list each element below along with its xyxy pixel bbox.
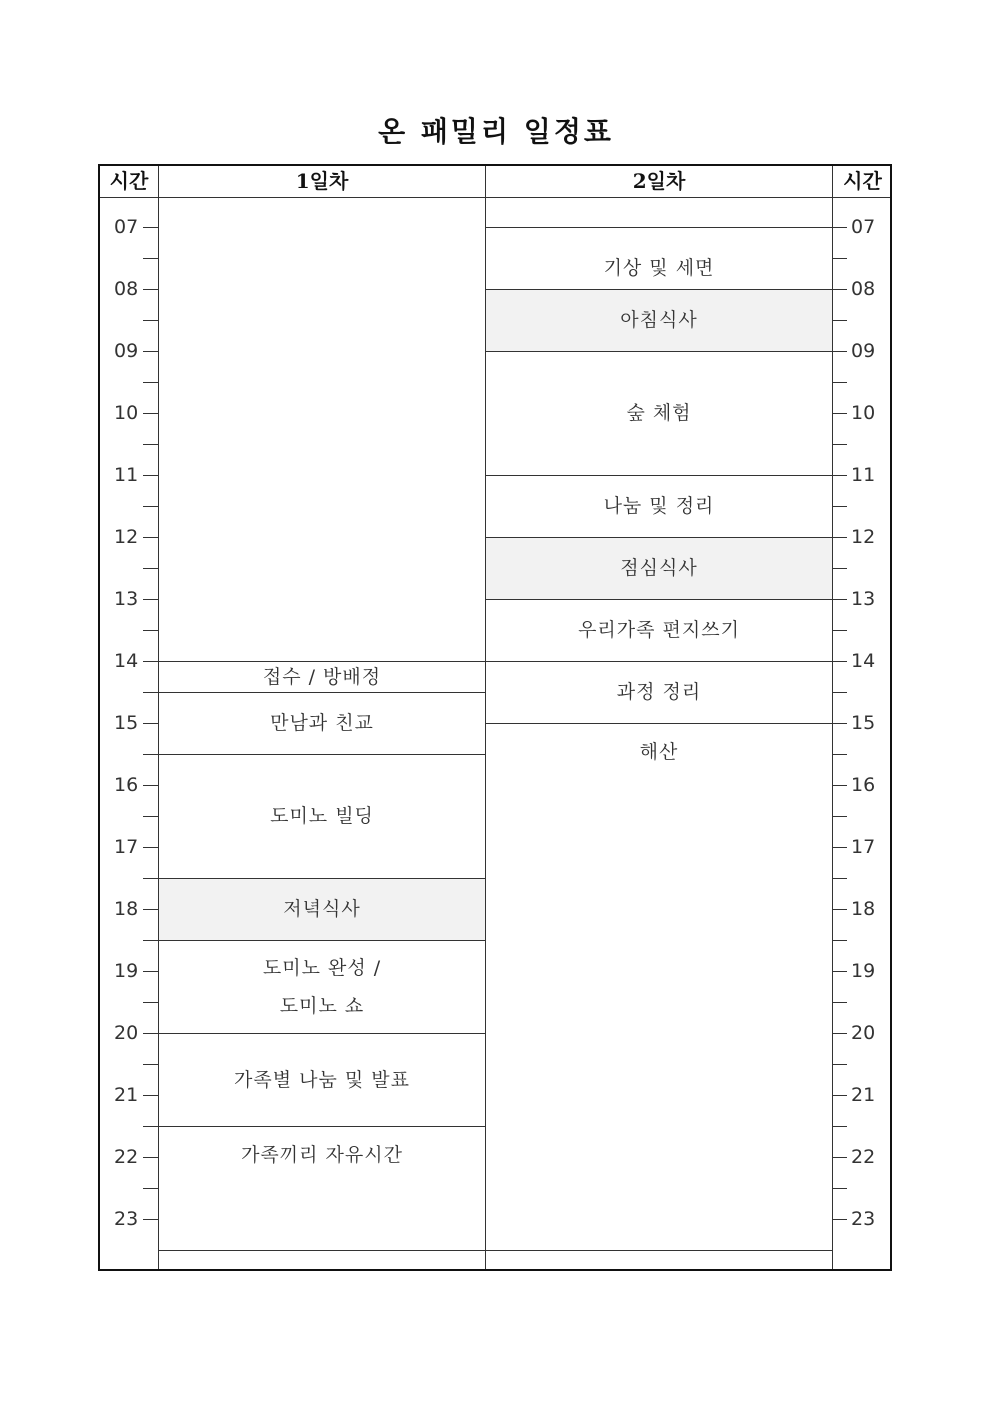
hour-tick-right bbox=[833, 723, 847, 724]
event-label: 우리가족 편지쓰기 bbox=[578, 619, 740, 641]
event-label: 가족별 나눔 및 발표 bbox=[234, 1068, 410, 1091]
day2-event bbox=[486, 599, 832, 661]
hour-tick-right bbox=[833, 537, 847, 538]
hour-label-right: 16 bbox=[851, 774, 876, 796]
hour-tick-left bbox=[143, 909, 158, 910]
hour-label-left: 19 bbox=[114, 960, 139, 982]
half-hour-tick-right bbox=[833, 444, 847, 445]
half-hour-tick-left bbox=[143, 1126, 158, 1127]
event-separator bbox=[159, 1126, 485, 1127]
day1-event bbox=[159, 1126, 485, 1250]
half-hour-tick-right bbox=[833, 754, 847, 755]
event-separator bbox=[486, 537, 832, 538]
half-hour-tick-right bbox=[833, 940, 847, 941]
hour-label-left: 15 bbox=[114, 712, 139, 734]
event-label: 점심식사 bbox=[620, 557, 698, 579]
hour-label-right: 18 bbox=[851, 898, 876, 920]
hour-label-left: 08 bbox=[114, 278, 139, 300]
event-label: 접수 / 방배정 bbox=[262, 665, 382, 688]
event-label: 해산 bbox=[639, 741, 679, 763]
event-label: 만남과 친교 bbox=[270, 712, 374, 734]
hour-label-left: 14 bbox=[114, 650, 139, 672]
half-hour-tick-right bbox=[833, 692, 847, 693]
hour-tick-left bbox=[143, 785, 158, 786]
half-hour-tick-left bbox=[143, 878, 158, 879]
half-hour-tick-right bbox=[833, 1188, 847, 1189]
hour-label-right: 13 bbox=[851, 588, 876, 610]
event-separator bbox=[486, 723, 832, 724]
hour-label-right: 23 bbox=[851, 1208, 876, 1230]
event-separator bbox=[486, 1250, 832, 1251]
half-hour-tick-right bbox=[833, 1064, 847, 1065]
event-separator bbox=[486, 599, 832, 600]
half-hour-tick-left bbox=[143, 630, 158, 631]
hour-label-right: 15 bbox=[851, 712, 876, 734]
event-label: 아침식사 bbox=[620, 309, 698, 331]
hour-label-left: 21 bbox=[114, 1084, 139, 1106]
half-hour-tick-right bbox=[833, 878, 847, 879]
event-separator bbox=[159, 878, 485, 879]
day1-event bbox=[159, 878, 485, 940]
hour-tick-right bbox=[833, 1157, 847, 1158]
hour-tick-right bbox=[833, 785, 847, 786]
half-hour-tick-right bbox=[833, 320, 847, 321]
hour-label-right: 11 bbox=[851, 464, 876, 486]
day1-event bbox=[159, 1033, 485, 1126]
hour-tick-right bbox=[833, 847, 847, 848]
hour-tick-left bbox=[143, 723, 158, 724]
hour-label-right: 20 bbox=[851, 1022, 876, 1044]
hour-tick-right bbox=[833, 413, 847, 414]
half-hour-tick-right bbox=[833, 816, 847, 817]
hour-tick-left bbox=[143, 351, 158, 352]
half-hour-tick-left bbox=[143, 754, 158, 755]
header-day1: 1일차 bbox=[295, 169, 349, 193]
event-label: 숲 체험 bbox=[626, 402, 692, 424]
hour-label-right: 08 bbox=[851, 278, 876, 300]
hour-label-left: 18 bbox=[114, 898, 139, 920]
hour-tick-right bbox=[833, 971, 847, 972]
hour-tick-right bbox=[833, 351, 847, 352]
event-separator bbox=[486, 289, 832, 290]
hour-label-left: 10 bbox=[114, 402, 139, 424]
hour-label-right: 09 bbox=[851, 340, 876, 362]
day1-event bbox=[159, 692, 485, 754]
half-hour-tick-left bbox=[143, 1064, 158, 1065]
hour-label-right: 10 bbox=[851, 402, 876, 424]
hour-label-right: 22 bbox=[851, 1146, 876, 1168]
header-divider bbox=[100, 197, 890, 198]
day2-event bbox=[486, 475, 832, 537]
half-hour-tick-left bbox=[143, 320, 158, 321]
event-label: 가족끼리 자유시간 bbox=[241, 1144, 403, 1166]
day1-event bbox=[159, 661, 485, 692]
hour-label-right: 14 bbox=[851, 650, 876, 672]
half-hour-tick-left bbox=[143, 258, 158, 259]
half-hour-tick-right bbox=[833, 1126, 847, 1127]
hour-label-left: 22 bbox=[114, 1146, 139, 1168]
event-label: 과정 정리 bbox=[616, 681, 702, 703]
hour-tick-right bbox=[833, 475, 847, 476]
hour-tick-left bbox=[143, 537, 158, 538]
hour-tick-left bbox=[143, 971, 158, 972]
hour-label-left: 23 bbox=[114, 1208, 139, 1230]
hour-label-left: 13 bbox=[114, 588, 139, 610]
half-hour-tick-left bbox=[143, 506, 158, 507]
event-separator bbox=[159, 1250, 485, 1251]
event-separator bbox=[486, 661, 832, 662]
hour-label-right: 17 bbox=[851, 836, 876, 858]
hour-tick-left bbox=[143, 1157, 158, 1158]
hour-label-left: 12 bbox=[114, 526, 139, 548]
day1-event bbox=[159, 754, 485, 878]
header-day2: 2일차 bbox=[632, 169, 686, 193]
hour-tick-right bbox=[833, 227, 847, 228]
day2-event bbox=[486, 537, 832, 599]
hour-label-left: 09 bbox=[114, 340, 139, 362]
hour-tick-right bbox=[833, 1033, 847, 1034]
hour-tick-right bbox=[833, 599, 847, 600]
header-time-right: 시간 bbox=[843, 169, 882, 193]
event-label: 나눔 및 정리 bbox=[603, 495, 715, 517]
header-time-left: 시간 bbox=[109, 169, 149, 193]
hour-tick-left bbox=[143, 1095, 158, 1096]
half-hour-tick-right bbox=[833, 382, 847, 383]
half-hour-tick-right bbox=[833, 630, 847, 631]
day2-event bbox=[486, 351, 832, 475]
hour-tick-left bbox=[143, 475, 158, 476]
half-hour-tick-left bbox=[143, 816, 158, 817]
event-separator bbox=[159, 940, 485, 941]
hour-tick-left bbox=[143, 847, 158, 848]
hour-label-right: 12 bbox=[851, 526, 876, 548]
event-label: 저녁식사 bbox=[283, 898, 361, 920]
hour-label-right: 19 bbox=[851, 960, 876, 982]
day2-event bbox=[486, 661, 832, 723]
event-separator bbox=[159, 661, 485, 662]
event-separator bbox=[159, 1033, 485, 1034]
half-hour-tick-left bbox=[143, 444, 158, 445]
hour-label-left: 20 bbox=[114, 1022, 139, 1044]
hour-tick-left bbox=[143, 227, 158, 228]
event-separator bbox=[159, 692, 485, 693]
hour-tick-left bbox=[143, 413, 158, 414]
half-hour-tick-left bbox=[143, 568, 158, 569]
hour-label-left: 11 bbox=[114, 464, 139, 486]
column-divider bbox=[832, 166, 833, 1269]
hour-tick-right bbox=[833, 1219, 847, 1220]
half-hour-tick-left bbox=[143, 1002, 158, 1003]
hour-tick-right bbox=[833, 909, 847, 910]
day1-event bbox=[159, 940, 485, 1033]
event-label: 도미노 완성 / bbox=[262, 956, 382, 979]
event-separator bbox=[159, 754, 485, 755]
hour-tick-left bbox=[143, 1219, 158, 1220]
hour-label-left: 07 bbox=[114, 216, 139, 238]
half-hour-tick-right bbox=[833, 258, 847, 259]
day2-event bbox=[486, 723, 832, 1250]
hour-tick-left bbox=[143, 289, 158, 290]
half-hour-tick-right bbox=[833, 568, 847, 569]
hour-label-left: 17 bbox=[114, 836, 139, 858]
half-hour-tick-left bbox=[143, 1188, 158, 1189]
schedule-table bbox=[98, 164, 892, 1271]
hour-tick-right bbox=[833, 661, 847, 662]
half-hour-tick-right bbox=[833, 506, 847, 507]
hour-tick-left bbox=[143, 661, 158, 662]
half-hour-tick-left bbox=[143, 382, 158, 383]
half-hour-tick-left bbox=[143, 692, 158, 693]
hour-label-right: 07 bbox=[851, 216, 876, 238]
hour-label-right: 21 bbox=[851, 1084, 876, 1106]
hour-tick-left bbox=[143, 1033, 158, 1034]
event-separator bbox=[486, 227, 832, 228]
hour-tick-left bbox=[143, 599, 158, 600]
page-title: 온 패밀리 일정표 bbox=[378, 115, 614, 148]
event-label: 도미노 쇼 bbox=[279, 994, 365, 1017]
half-hour-tick-right bbox=[833, 1002, 847, 1003]
event-separator bbox=[486, 475, 832, 476]
day2-event bbox=[486, 289, 832, 351]
event-label: 기상 및 세면 bbox=[603, 257, 715, 279]
hour-label-left: 16 bbox=[114, 774, 139, 796]
hour-tick-right bbox=[833, 289, 847, 290]
day2-event bbox=[486, 227, 832, 289]
hour-tick-right bbox=[833, 1095, 847, 1096]
event-label: 도미노 빌딩 bbox=[270, 805, 374, 827]
event-separator bbox=[486, 351, 832, 352]
half-hour-tick-left bbox=[143, 940, 158, 941]
